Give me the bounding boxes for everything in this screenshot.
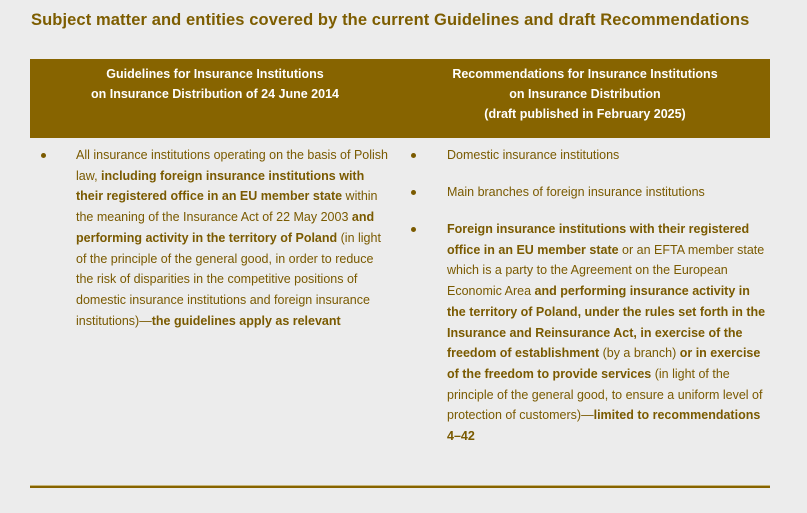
text-segment: All insurance institutions operating on the basis of Polish law,	[76, 148, 388, 183]
list-item-text	[447, 182, 767, 203]
bullet-icon	[411, 190, 416, 195]
emphasized-text: the guidelines apply as relevant	[151, 313, 341, 328]
header-current-guidelines	[30, 64, 400, 104]
guidelines-column	[30, 145, 400, 331]
page-title: Subject matter and entities covered by the current Guidelines and draft Recommendations	[31, 11, 750, 29]
header-line: (draft published in February 2025)	[484, 107, 686, 121]
bullet-icon	[41, 153, 46, 158]
text-segment: within the meaning of the Insurance Act of 22 May 2003	[76, 189, 378, 225]
recommendations-column	[400, 145, 770, 463]
emphasized-text: Foreign insurance institutions with their registered office in an EU member state	[447, 222, 750, 257]
header-line: Guidelines for Insurance Institutions	[106, 67, 324, 81]
text-segment: Domestic insurance institutions	[447, 148, 620, 162]
list-item-text	[447, 219, 767, 447]
emphasized-text: limited to recommendations 4–42	[447, 408, 761, 444]
emphasized-text: including foreign insurance institutions with their registered office in an EU member state	[76, 168, 365, 204]
list-item	[30, 145, 400, 331]
text-segment: Main branches of foreign insurance institutions	[447, 185, 705, 199]
text-segment: or an EFTA member state which is a party to the Agreement on the European Economic Area	[447, 242, 765, 299]
header-draft-recommendations	[400, 64, 770, 124]
list-item-text	[447, 145, 767, 166]
bullet-icon	[411, 227, 416, 232]
emphasized-text: and performing insurance activity in the territory of Poland, under the rules set forth in the Insurance and Reinsurance Act, in exercise of the freedom of establishment	[447, 284, 766, 361]
list-item	[400, 182, 770, 203]
header-line: Recommendations for Insurance Institutions	[452, 67, 718, 81]
bottom-rule	[30, 485, 770, 488]
bullet-icon	[411, 153, 416, 158]
text-segment: (by a branch)	[599, 346, 680, 361]
header-line: on Insurance Distribution	[509, 87, 661, 101]
list-item	[400, 145, 770, 166]
text-segment: (in light of the principle of the general good, to ensure a uniform level of protection of customers)—	[447, 366, 763, 423]
list-item	[400, 219, 770, 447]
emphasized-text: and performing activity in the territory of Poland	[76, 210, 375, 245]
list-item-text	[76, 145, 394, 331]
emphasized-text: or in exercise of the freedom to provide services	[447, 346, 761, 381]
header-line: on Insurance Distribution of 24 June 2014	[91, 87, 339, 101]
table-header	[30, 59, 770, 138]
text-segment: (in light of the principle of the general good, in order to reduce the risk of disparities in the competitive positions of domestic insurance institutions and foreign insurance institutions)—	[76, 230, 381, 328]
